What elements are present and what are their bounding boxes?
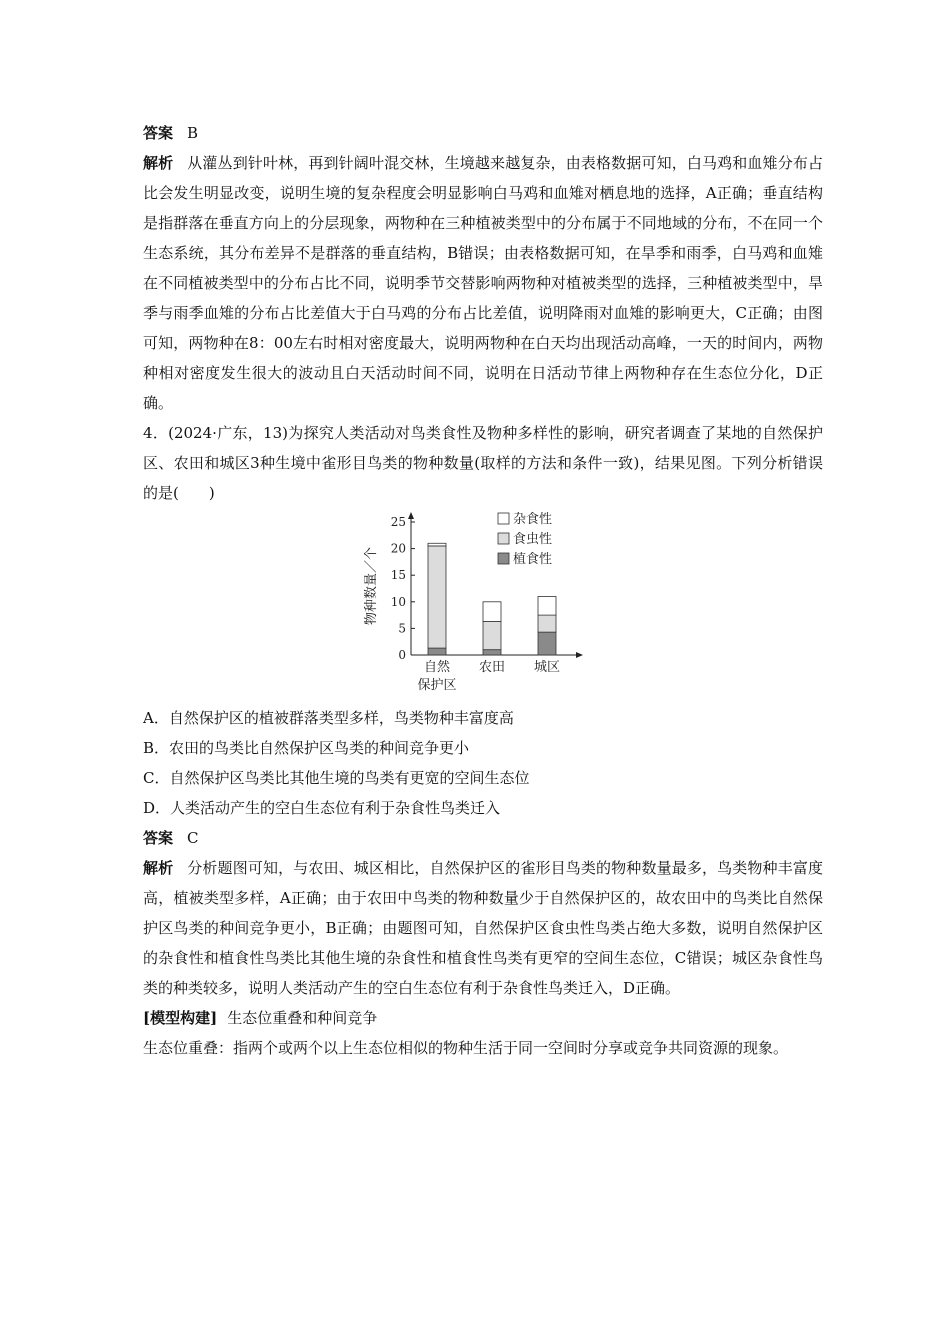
bar-segment [428,546,446,648]
explanation-text: 分析题图可知，与农田、城区相比，自然保护区的雀形目鸟类的物种数量最多，鸟类物种丰富度高，植被类型多样，A正确；由于农田中鸟类的物种数量少于自然保护区的，故农田中的鸟类比自然保护区鸟类的种间竞争更小，B正确；由题图可知，自然保护区食虫性鸟类占绝大多数，说明自然保护区的杂食性和植食性鸟类比其他生境的杂食性和植食性鸟类有更窄的空间生态位，C错误；城区杂食性鸟类的种类较多，说明人类活动产生的空白生态位有利于杂食性鸟类迁入，D正确。 [143,859,823,997]
y-tick-label: 25 [390,515,406,529]
explanation-1 [143,148,823,418]
bar-segment [538,615,556,632]
explanation-label: 解析 [143,859,174,877]
bar-segment [483,602,501,622]
model-label: [模型构建] [143,1009,218,1027]
category-label: 城区 [533,660,561,675]
explanation-2 [143,853,823,1003]
bar-segment [428,648,446,655]
bar-segment [483,621,501,649]
y-tick-label: 10 [390,594,406,609]
legend-swatch [498,513,509,524]
legend-label: 杂食性 [513,512,553,527]
y-axis-label: 物种数量／个 [364,546,379,626]
x-axis-arrow [576,652,583,658]
options-list [143,703,823,823]
model-title: 生态位重叠和种间竞争 [227,1009,378,1027]
answer-2 [143,823,823,853]
legend-swatch [498,533,509,544]
page-content [143,118,823,1063]
y-axis-arrow [408,512,414,519]
legend [498,511,552,567]
question-4: 4．(2024·广东，13)为探究人类活动对鸟类食性及物种多样性的影响，研究者调查了某地的自然保护区、农田和城区3种生境中雀形目鸟类的物种数量(取样的方法和条件一致)，结果见图。下列分析错误的是( ) [143,424,823,502]
bar-segment [428,543,446,546]
category-label: 保护区 [417,678,457,693]
option-a: A．自然保护区的植被群落类型多样，鸟类物种丰富度高 [143,709,514,727]
bar-segment [483,650,501,655]
category-label: 农田 [478,660,506,675]
option-b: B．农田的鸟类比自然保护区鸟类的种间竞争更小 [143,739,470,757]
legend-label: 植食性 [513,552,553,567]
answer-label: 答案 [143,124,174,142]
category-label: 自然 [423,660,451,675]
definition: 生态位重叠：指两个或两个以上生态位相似的物种生活于同一空间时分享或竞争共同资源的现象。 [143,1039,789,1057]
bar-segment [538,632,556,655]
answer-1 [143,118,823,148]
answer-value: C [187,829,199,847]
option-c: C．自然保护区鸟类比其他生境的鸟类有更宽的空间生态位 [143,769,530,787]
bar-chart-svg [143,508,823,703]
bar-segment [538,596,556,615]
explanation-label: 解析 [143,154,174,172]
legend-swatch [498,553,509,564]
y-tick-label: 15 [390,568,406,583]
bar-chart [143,508,823,703]
y-tick-label: 5 [398,621,406,636]
model-heading [143,1003,823,1033]
explanation-text: 从灌丛到针叶林，再到针阔叶混交林，生境越来越复杂，由表格数据可知，白马鸡和血雉分布占比会发生明显改变，说明生境的复杂程度会明显影响白马鸡和血雉对栖息地的选择，A正确；垂直结构是指群落在垂直方向上的分层现象，两物种在三种植被类型中的分布属于不同地域的分布，不在同一个生态系统，其分布差异不是群落的垂直结构，B错误；由表格数据可知，在旱季和雨季，白马鸡和血雉在不同植被类型中的分布占比不同，说明季节交替影响两物种对植被类型的选择，三种植被类型中，旱季与雨季血雉的分布占比差值大于白马鸡的分布占比差值，说明降雨对血雉的影响更大，C正确；由图可知，两物种在8：00左右时相对密度最大，说明两物种在白天均出现活动高峰，一天的时间内，两物种相对密度发生很大的波动且白天活动时间不同，说明在日活动节律上两物种存在生态位分化，D正确。 [143,154,823,412]
category-labels [417,660,560,693]
legend-label: 食虫性 [513,532,553,547]
y-tick-label: 20 [390,541,406,556]
answer-label: 答案 [143,829,174,847]
answer-value: B [187,124,199,142]
y-tick-label: 0 [398,648,406,662]
option-d: D．人类活动产生的空白生态位有利于杂食性鸟类迁入 [143,799,501,817]
